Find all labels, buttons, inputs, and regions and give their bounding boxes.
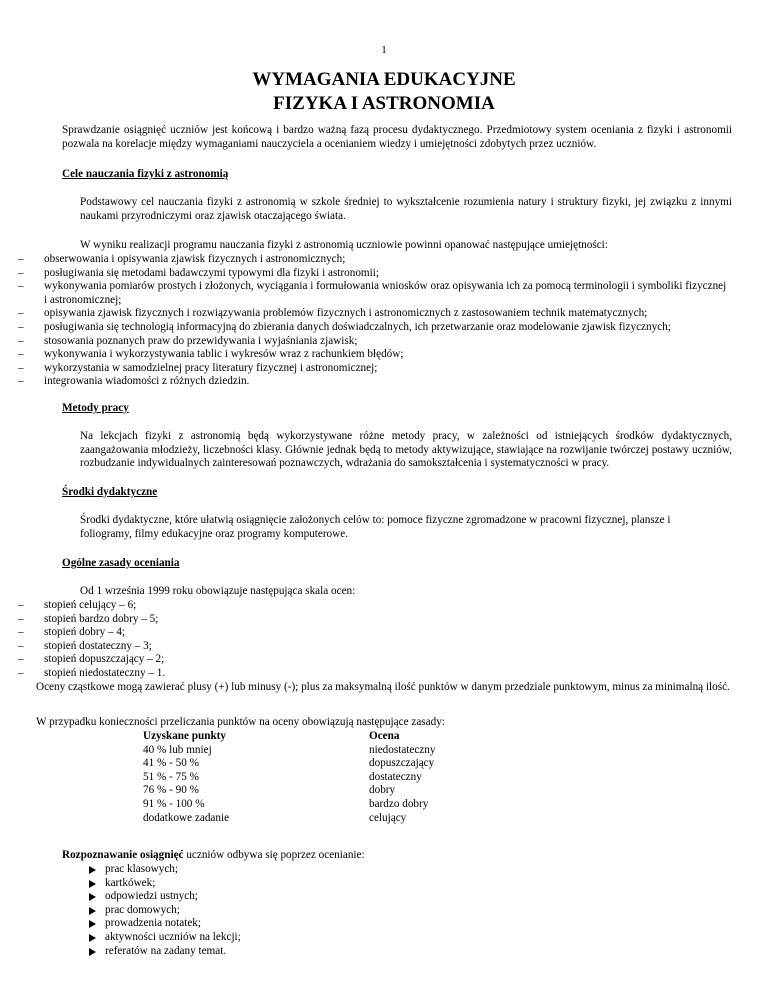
list-item-label: kartkówek; [105,876,156,889]
table-cell: bardzo dobry [369,797,429,810]
section-heading-grading: Ogólne zasady oceniania [62,557,180,569]
section-heading-goals: Cele nauczania fizyki z astronomią [62,168,229,180]
list-item: – stopień bardzo dobry – 5; [18,613,732,627]
conversion-intro: W przypadku konieczności przeliczania punktów na oceny obowiązują następujące zasady: [36,716,445,728]
methods-paragraph: Na lekcjach fizyki z astronomią będą wykorzystywane różne metody pracy, w zależności od istniejących środków dydaktycznych, zaangażowania młodzieży, liczebności klasy. Głównie jednak będą to metody aktywizujące, stawiające na rozwijanie twórczej postawy uczniów, rozbudzanie indywidualnych zainteresowań poznawczych, wdrażania do samokształcenia i systematyczności w pracy. [80,430,732,470]
arrow-bullet-icon [89,934,96,942]
points-to-grade-table [131,730,509,825]
page-title [0,68,768,116]
page-number: 1 [381,44,387,56]
grade-note: Oceny cząstkowe mogą zawierać plusy (+) lub minusy (-); plus za maksymalną ilość punktów w danym przedziale punktowym, minus za minimalną ilość. [36,681,730,693]
arrow-bullet-icon [89,866,96,874]
grading-intro: Od 1 września 1999 roku obowiązuje następująca skala ocen: [80,585,356,597]
section-heading-methods: Metody pracy [62,402,129,414]
table-cell: dobry [369,784,396,797]
aids-line-1: Środki dydaktyczne, które ułatwią osiągnięcie założonych celów to: pomoce fizyczne zgromadzone w pracowni fizycznej, plansze i [80,514,671,526]
arrow-bullet-icon [89,948,96,956]
arrow-bullet-icon [89,893,96,901]
table-cell: niedostateczny [369,743,436,756]
list-item [89,877,241,891]
list-item-label: prowadzenia notatek; [105,917,201,930]
list-item: – stopień celujący – 6; [18,599,732,613]
goals-paragraph-2: W wyniku realizacji programu nauczania fizyki z astronomią uczniowie powinni opanować następujące umiejętności: [80,239,608,251]
column-header: Uzyskane punkty [143,730,226,742]
skills-list [18,253,732,389]
list-item: – stopień dopuszczający – 2; [18,653,732,667]
arrow-bullet-icon [89,920,96,928]
column-header: Ocena [369,730,400,742]
table-cell: 41 % - 50 % [143,757,199,770]
list-item-label: odpowiedzi ustnych; [105,890,198,903]
list-item [89,945,241,959]
list-item: – integrowania wiadomości z różnych dziedzin. [18,375,732,389]
list-item: – posługiwania się metodami badawczymi typowymi dla fizyki i astronomii; [18,267,732,281]
list-item: – stopień niedostateczny – 1. [18,667,732,681]
list-item-label: prac domowych; [105,903,180,916]
list-item: – obserwowania i opisywania zjawisk fizycznych i astronomicznych; [18,253,732,267]
table-cell: 40 % lub mniej [143,743,212,756]
table-cell: 51 % - 75 % [143,770,199,783]
table-cell: 76 % - 90 % [143,784,199,797]
aids-paragraph [80,514,732,541]
table-row [131,757,509,771]
list-item: – stopień dostateczny – 3; [18,640,732,654]
table-row [131,812,509,826]
assessment-list [89,863,241,958]
table-row [131,771,509,785]
list-item: – wykorzystania w samodzielnej pracy literatury fizycznej i astronomicznej; [18,362,732,376]
section-heading-aids: Środki dydaktyczne [62,486,158,498]
table-cell: celujący [369,811,407,824]
list-item [89,890,241,904]
intro-paragraph: Sprawdzanie osiągnięć uczniów jest końcową i bardzo ważną fazą procesu dydaktycznego. Przedmiotowy system oceniania z fizyki i astronomii pozwala na korelacje między wymaganiami nauczyciela a ocenianiem wiedzy i umiejętności zdobytych przez uczniów. [62,124,732,150]
list-item: – posługiwania się technologią informacyjną do zbierania danych doświadczalnych, ich przetwarzanie oraz modelowanie zjawisk fizycznych; [18,321,732,335]
list-item-label: prac klasowych; [105,863,179,875]
goals-paragraph-1: Podstawowy cel nauczania fizyki z astronomią w szkole średniej to wykształcenie rozumienia natury i struktury fizyki, jej związku z innymi naukami przyrodniczymi oraz zjawisk otaczającego świata. [80,196,732,222]
assessment-intro [62,849,732,863]
list-item: – opisywania zjawisk fizycznych i rozwiązywania problemów fizycznych i astronomicznych z zastosowaniem technik matematycznych; [18,307,732,321]
list-item: – wykonywania i wykorzystywania tablic i wykresów wraz z rachunkiem błędów; [18,348,732,362]
table-row [131,744,509,758]
list-item: – stopień dobry – 4; [18,626,732,640]
assessment-intro-rest: uczniów odbywa się poprzez ocenianie: [183,849,365,861]
list-item [89,904,241,918]
list-item [89,931,241,945]
arrow-bullet-icon [89,907,96,915]
table-cell: dostateczny [369,770,422,783]
table-row [131,784,509,798]
table-header-row [131,730,509,744]
list-item: – stosowania poznanych praw do przewidywania i wyjaśniania zjawisk; [18,335,732,349]
list-item-label: referatów na zadany temat. [105,944,227,957]
table-cell: dopuszczający [369,757,435,770]
list-item-label: aktywności uczniów na lekcji; [105,930,241,943]
grade-scale-list [18,599,732,681]
assessment-intro-bold: Rozpoznawanie osiągnięć [62,849,184,861]
table-row [131,798,509,812]
arrow-bullet-icon [89,880,96,888]
list-item [89,917,241,931]
aids-line-2: foliogramy, filmy edukacyjne oraz programy komputerowe. [80,527,348,540]
title-line-1: WYMAGANIA EDUKACYJNE [252,69,516,90]
title-line-2: FIZYKA I ASTRONOMIA [273,93,495,114]
list-item: – wykonywania pomiarów prostych i złożonych, wyciągania i formułowania wniosków oraz opisywania ich za pomocą terminologii i symboliki fizycznej i astronomicznej; [18,280,732,307]
table-cell: 91 % - 100 % [143,797,205,810]
table-cell: dodatkowe zadanie [143,811,230,824]
list-item [89,863,241,877]
